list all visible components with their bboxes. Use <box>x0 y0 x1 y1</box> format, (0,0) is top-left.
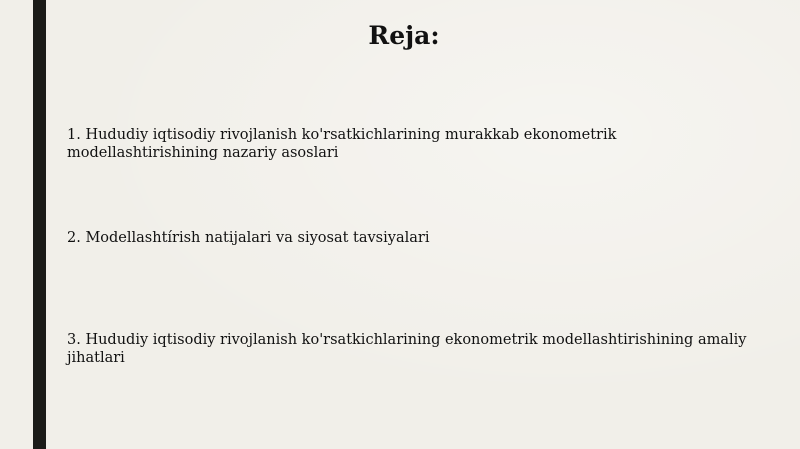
plan-item-3: 3. Hududiy iqtisodiy rivojlanish ko'rsatkichlarining ekonometrik modellashtirishining amaliy jihatlari <box>67 332 747 366</box>
plan-item-2: 2. Modellashtírish natijalari va siyosat tavsiyalari <box>67 230 430 246</box>
accent-bar <box>33 0 46 449</box>
plan-item-1: 1. Hududiy iqtisodiy rivojlanish ko'rsatkichlarining murakkab ekonometrik modellashtirishining nazariy asoslari <box>67 127 617 161</box>
slide-title: Reja: <box>368 21 440 50</box>
